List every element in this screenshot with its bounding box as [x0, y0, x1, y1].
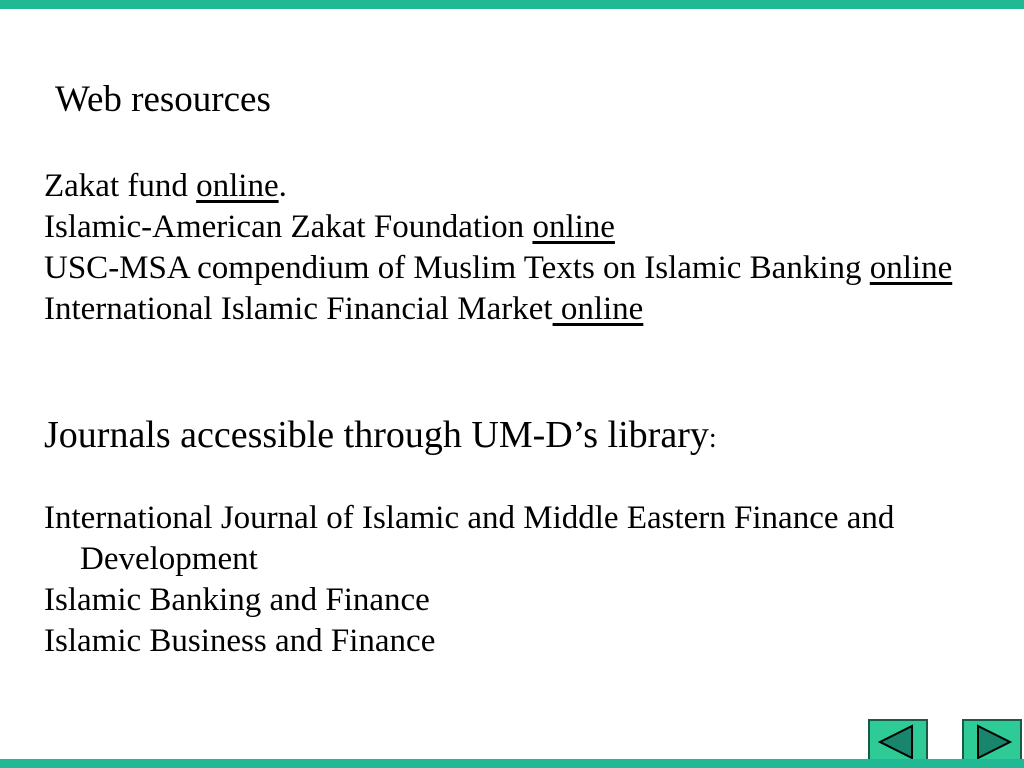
list-item [44, 289, 952, 330]
list-item [44, 207, 952, 248]
online-link[interactable]: online [552, 291, 644, 327]
back-triangle-icon [870, 721, 926, 763]
link-prefix: Zakat fund [44, 168, 197, 204]
forward-triangle-icon [964, 721, 1020, 763]
link-suffix: . [278, 168, 287, 204]
bottom-edge-bar [0, 759, 1024, 768]
link-prefix: USC-MSA compendium of Muslim Texts on Islamic Banking [44, 250, 870, 286]
list-item [44, 166, 952, 207]
journals-list [44, 498, 894, 662]
page-title: Web resources [55, 79, 271, 120]
online-link[interactable]: online [532, 209, 615, 245]
online-link[interactable]: online [196, 168, 279, 204]
link-prefix: International Islamic Financial Market [44, 291, 553, 327]
web-links-list [44, 166, 952, 330]
link-prefix: Islamic-American Zakat Foundation [44, 209, 533, 245]
list-item: Islamic Banking and Finance [44, 582, 430, 618]
top-edge-bar [0, 0, 1024, 9]
list-item: Development [80, 541, 258, 577]
list-item [44, 248, 952, 289]
list-item: International Journal of Islamic and Middle Eastern Finance and [44, 500, 895, 536]
journals-heading [44, 412, 717, 462]
list-item: Islamic Business and Finance [44, 623, 436, 659]
journals-heading-colon: : [708, 423, 717, 454]
journals-heading-text: Journals accessible through UM-D’s library [44, 414, 709, 456]
online-link[interactable]: online [869, 250, 953, 286]
